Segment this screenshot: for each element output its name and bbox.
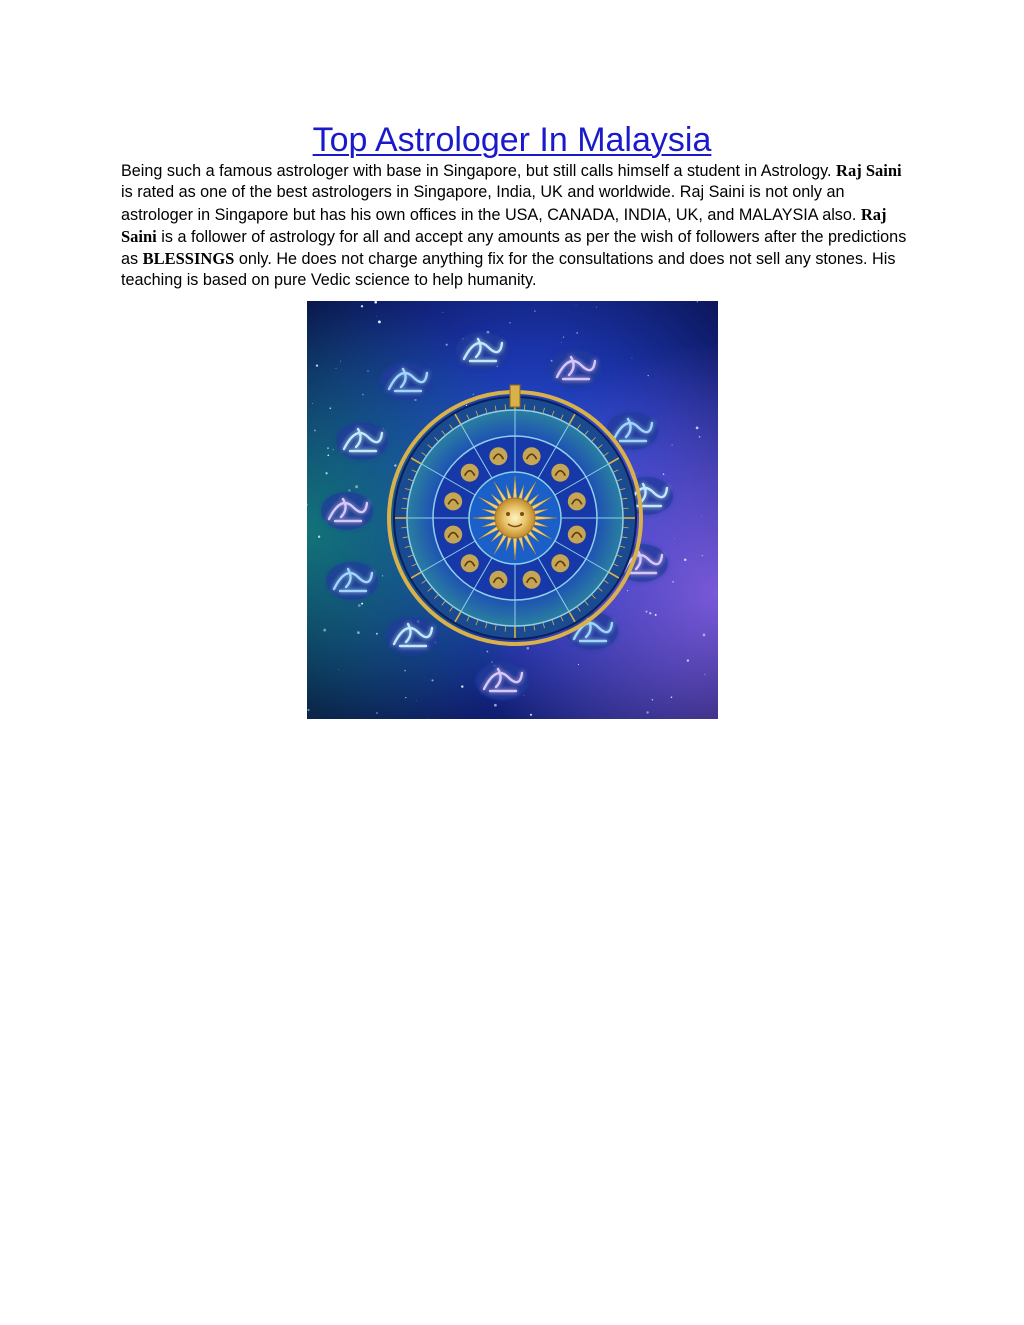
star	[329, 407, 331, 409]
zodiac-glyph	[523, 447, 541, 465]
star	[703, 633, 706, 636]
star	[526, 647, 529, 650]
star	[333, 449, 334, 450]
star	[446, 344, 448, 346]
star	[684, 559, 687, 562]
star	[696, 427, 699, 430]
star	[561, 342, 562, 343]
zodiac-illustration	[307, 301, 718, 719]
astrologer-name: Raj Saini	[836, 161, 902, 180]
star	[576, 304, 577, 305]
star	[473, 394, 475, 396]
wheel-tick	[524, 404, 525, 410]
paragraph-text-1: Being such a famous astrologer with base in Singapore, but still calls himself a student in Astrology.	[121, 162, 837, 180]
star	[631, 358, 632, 359]
star	[701, 516, 702, 517]
star	[416, 700, 417, 701]
star	[336, 368, 337, 369]
sun-eye-left	[506, 512, 510, 516]
star	[340, 361, 341, 362]
zodiac-figure	[336, 422, 388, 460]
zodiac-figure	[606, 412, 658, 450]
star	[646, 711, 648, 713]
star	[431, 679, 433, 681]
star	[376, 633, 378, 635]
star	[509, 322, 510, 323]
astrologer-name: Raj Saini	[121, 204, 887, 246]
zodiac-glyph	[444, 526, 462, 544]
star	[323, 629, 326, 632]
wheel-tick	[401, 508, 407, 509]
zodiac-glyph	[444, 492, 462, 510]
zodiac-glyph	[461, 464, 479, 482]
page-title	[0, 118, 1024, 162]
zodiac-figure	[381, 362, 433, 400]
star	[605, 434, 606, 435]
star	[672, 444, 673, 445]
zodiac-figure	[321, 492, 373, 530]
star	[649, 612, 651, 614]
zodiac-glyph	[523, 571, 541, 589]
wheel-tick	[524, 626, 525, 632]
star	[348, 489, 350, 491]
star	[578, 664, 579, 665]
star	[378, 320, 381, 323]
star	[404, 670, 406, 672]
zodiac-glyph	[551, 554, 569, 572]
star	[576, 332, 578, 334]
zodiac-glyph	[568, 492, 586, 510]
zodiac-wheel-image	[307, 301, 718, 719]
star	[355, 485, 358, 488]
star	[374, 301, 377, 304]
zodiac-figure	[456, 332, 508, 370]
title-link[interactable]: Top Astrologer In Malaysia	[312, 121, 712, 159]
star	[362, 394, 364, 396]
star	[307, 709, 309, 711]
star	[524, 695, 525, 696]
sun-eye-right	[520, 512, 524, 516]
star	[327, 447, 328, 448]
zodiac-glyph	[489, 571, 507, 589]
zodiac-figure	[326, 562, 378, 600]
star	[357, 631, 360, 634]
star	[652, 699, 654, 701]
star	[674, 538, 675, 539]
star	[494, 704, 497, 707]
star	[655, 614, 657, 616]
star	[361, 305, 363, 307]
star	[563, 336, 565, 338]
sun-face	[495, 498, 535, 538]
blessings-emphasis: BLESSINGS	[142, 249, 235, 269]
zodiac-glyph	[489, 447, 507, 465]
star	[646, 611, 648, 613]
intro-paragraph	[121, 160, 911, 292]
star	[637, 473, 638, 474]
star	[443, 312, 444, 313]
star	[312, 403, 313, 404]
star	[663, 473, 665, 475]
star	[530, 714, 532, 716]
star	[361, 603, 363, 605]
star	[318, 536, 320, 538]
star	[671, 697, 673, 699]
star	[491, 661, 493, 663]
star	[327, 454, 329, 456]
star	[704, 674, 705, 675]
star	[314, 429, 316, 431]
star	[428, 718, 429, 719]
zodiac-figure	[476, 662, 528, 700]
star	[461, 685, 463, 687]
wheel-tick	[623, 508, 629, 509]
star	[383, 428, 384, 429]
star	[697, 301, 698, 302]
zodiac-figure	[386, 617, 438, 655]
paragraph-text-3: is a follower of astrology for all and accept any amounts as per the wish of followers after the predictions as	[121, 227, 907, 269]
star	[358, 604, 361, 607]
star	[672, 581, 673, 582]
wheel-tick	[623, 527, 629, 528]
star	[699, 436, 701, 438]
wheel-top-pointer	[510, 385, 520, 407]
paragraph-text-2: is rated as one of the best astrologers in Singapore, India, UK and worldwide. Raj Saini is not only an astrologer in Singapore but has his own offices in the USA, CANADA, INDIA, UK, and MALAYSIA also.	[121, 183, 861, 224]
star	[338, 669, 339, 670]
star	[405, 697, 406, 698]
zodiac-glyph	[551, 464, 569, 482]
star	[487, 651, 489, 653]
wheel-tick	[505, 404, 506, 410]
paragraph-text-4: only. He does not charge anything fix for the consultations and does not sell any stones. His teaching is based on pure Vedic science to help humanity.	[121, 250, 896, 290]
star	[316, 364, 318, 366]
zodiac-figure	[549, 350, 601, 388]
star	[325, 472, 327, 474]
star	[534, 310, 535, 311]
star	[647, 375, 648, 376]
star	[376, 316, 377, 317]
star	[687, 659, 689, 661]
star	[367, 370, 368, 371]
wheel-tick	[505, 626, 506, 632]
star	[376, 712, 378, 714]
star	[382, 575, 383, 576]
star	[702, 555, 703, 556]
star	[596, 307, 597, 308]
star	[394, 464, 396, 466]
zodiac-glyph	[568, 526, 586, 544]
star	[627, 590, 628, 591]
zodiac-glyph	[461, 554, 479, 572]
wheel-tick	[401, 527, 407, 528]
